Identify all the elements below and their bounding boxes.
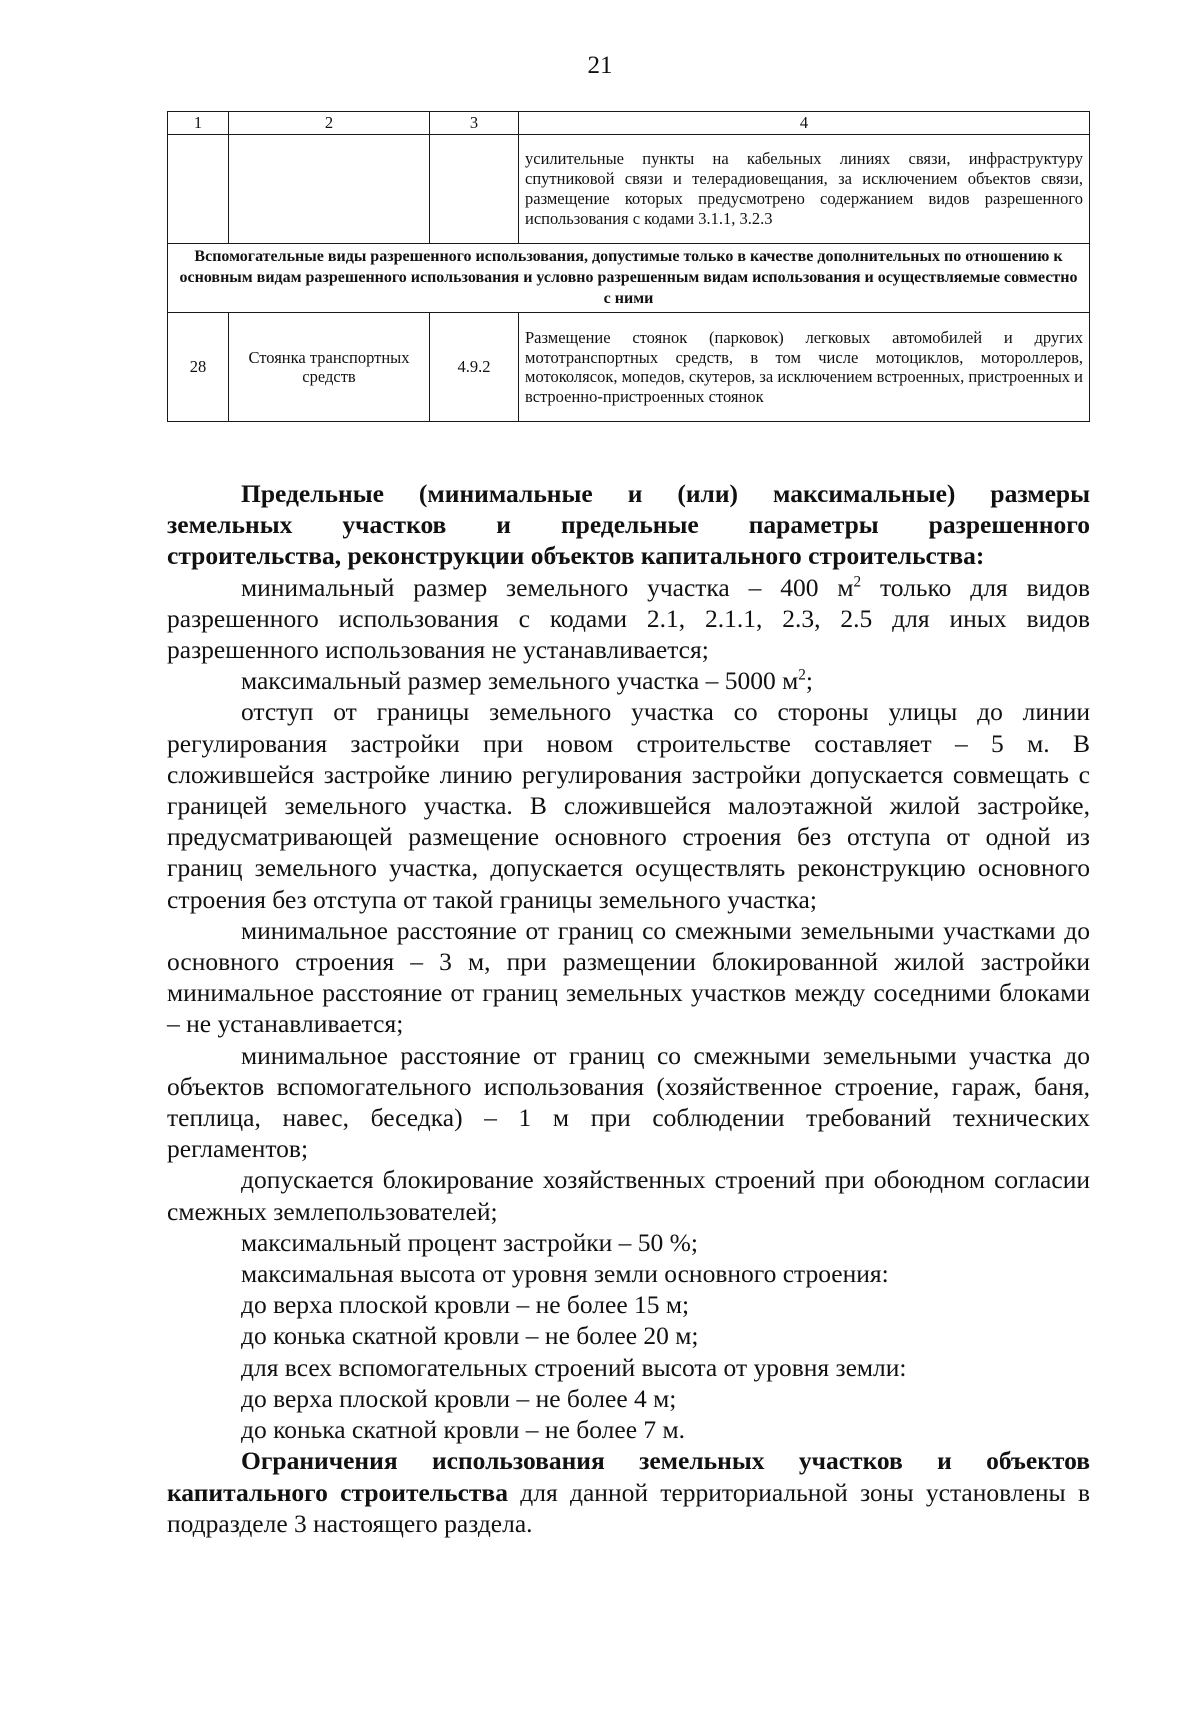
superscript: 2 bbox=[798, 666, 806, 684]
empty-cell bbox=[430, 135, 519, 244]
row-number-cell: 28 bbox=[168, 313, 229, 422]
heading-line: земельных участков и предельные параметры разрешенного bbox=[167, 510, 1090, 540]
paragraph-flat-roof-main: до верха плоской кровли – не более 15 м; bbox=[241, 1290, 690, 1320]
use-description-cell: Размещение стоянок (парковок) легковых автомобилей и других мототранспортных средств, в том числе мотоциклов, мотороллеров, мотоколясок, мопедов, скутеров, за исключением встроенных, пристроенных и встроенно-пристроенных стоянок bbox=[519, 313, 1090, 422]
use-name-cell: Стоянка транспортных средств bbox=[229, 313, 430, 422]
restrictions-bold-text: Ограничения использования земельных участков и объектов капитального строительства bbox=[167, 1446, 1090, 1507]
paragraph-text: ; bbox=[805, 666, 814, 696]
table-header-row bbox=[168, 112, 1090, 135]
table-section-row bbox=[168, 244, 1090, 313]
paragraph-blocking: допускается блокирование хозяйственных строений при обоюдном согласии смежных землепользователей; bbox=[167, 1165, 1090, 1226]
land-use-table bbox=[167, 111, 1090, 422]
empty-cell bbox=[229, 135, 430, 244]
heading-line: строительства, реконструкции объектов капитального строительства: bbox=[167, 541, 985, 571]
column-number-1: 1 bbox=[168, 112, 229, 135]
paragraph-max-coverage: максимальный процент застройки – 50 %; bbox=[241, 1227, 698, 1257]
paragraph-text: для данной территориальной зоны установлены в подразделе 3 настоящего раздела. bbox=[167, 1477, 1091, 1538]
parameters-heading bbox=[167, 478, 1090, 572]
use-code-cell: 4.9.2 bbox=[430, 313, 519, 422]
paragraph-setback: отступ от границы земельного участка со стороны улицы до линии регулирования застройки при новом строительстве составляет – 5 м. В сложившейся застройке линию регулирования застройки допускается совмещать с границей земельного участка. В сложившейся малоэтажной жилой застройке, предусматривающей размещение основного строения без отступа от одной из границ земельного участка, допускается осуществлять реконструкцию основного строения без отступа от такой границы земельного участка; bbox=[167, 697, 1090, 914]
paragraph-max-height: максимальная высота от уровня земли основного строения: bbox=[241, 1259, 889, 1289]
table-row-continued bbox=[168, 135, 1090, 244]
paragraph-pitched-roof-aux: до конька скатной кровли – не более 7 м. bbox=[241, 1415, 686, 1445]
heading-line: Предельные (минимальные и (или) максимальные) размеры bbox=[241, 479, 1090, 508]
auxiliary-uses-heading: Вспомогательные виды разрешенного использования, допустимые только в качестве дополнительных по отношению к основным видам разрешенного использования и условно разрешенным видам использования и осуществляемые совместно с ними bbox=[168, 244, 1090, 313]
empty-cell bbox=[168, 135, 229, 244]
paragraph-restrictions bbox=[167, 1445, 1090, 1539]
column-number-2: 2 bbox=[229, 112, 430, 135]
paragraph-pitched-roof-main: до конька скатной кровли – не более 20 м; bbox=[241, 1321, 699, 1351]
paragraph-auxiliary-height: для всех вспомогательных строений высота от уровня земли: bbox=[241, 1352, 907, 1382]
paragraph-max-plot-size bbox=[167, 665, 1090, 696]
paragraph-min-distance-main: минимальное расстояние от границ со смежными земельными участками до основного строения – 3 м, при размещении блокированной жилой застройки минимальное расстояние от границ земельных участков между соседними блоками – не устанавливается; bbox=[167, 915, 1090, 1039]
document-body bbox=[167, 478, 1090, 1539]
continued-description-cell: усилительные пункты на кабельных линиях связи, инфраструктуру спутниковой связи и телерадиовещания, за исключением объектов связи, размещение которых предусмотрено содержанием видов разрешенного использования с кодами 3.1.1, 3.2.3 bbox=[519, 135, 1090, 244]
paragraph-min-plot-size bbox=[167, 572, 1090, 666]
page-number: 21 bbox=[587, 52, 613, 79]
paragraph-text: максимальный размер земельного участка – 5000 м bbox=[241, 666, 799, 696]
paragraph-text: минимальный размер земельного участка – 400 м bbox=[241, 572, 854, 602]
column-number-4: 4 bbox=[519, 112, 1090, 135]
table-row bbox=[168, 313, 1090, 422]
paragraph-min-distance-auxiliary: минимальное расстояние от границ со смежными земельными участка до объектов вспомогательного использования (хозяйственное строение, гараж, баня, теплица, навес, беседка) – 1 м при соблюдении требований технических регламентов; bbox=[167, 1040, 1090, 1164]
paragraph-text: только для видов разрешенного использования с кодами 2.1, 2.1.1, 2.3, 2.5 для иных видов разрешенного использования не устанавливается; bbox=[167, 572, 1090, 665]
column-number-3: 3 bbox=[430, 112, 519, 135]
superscript: 2 bbox=[853, 573, 862, 591]
paragraph-flat-roof-aux: до верха плоской кровли – не более 4 м; bbox=[241, 1383, 677, 1413]
